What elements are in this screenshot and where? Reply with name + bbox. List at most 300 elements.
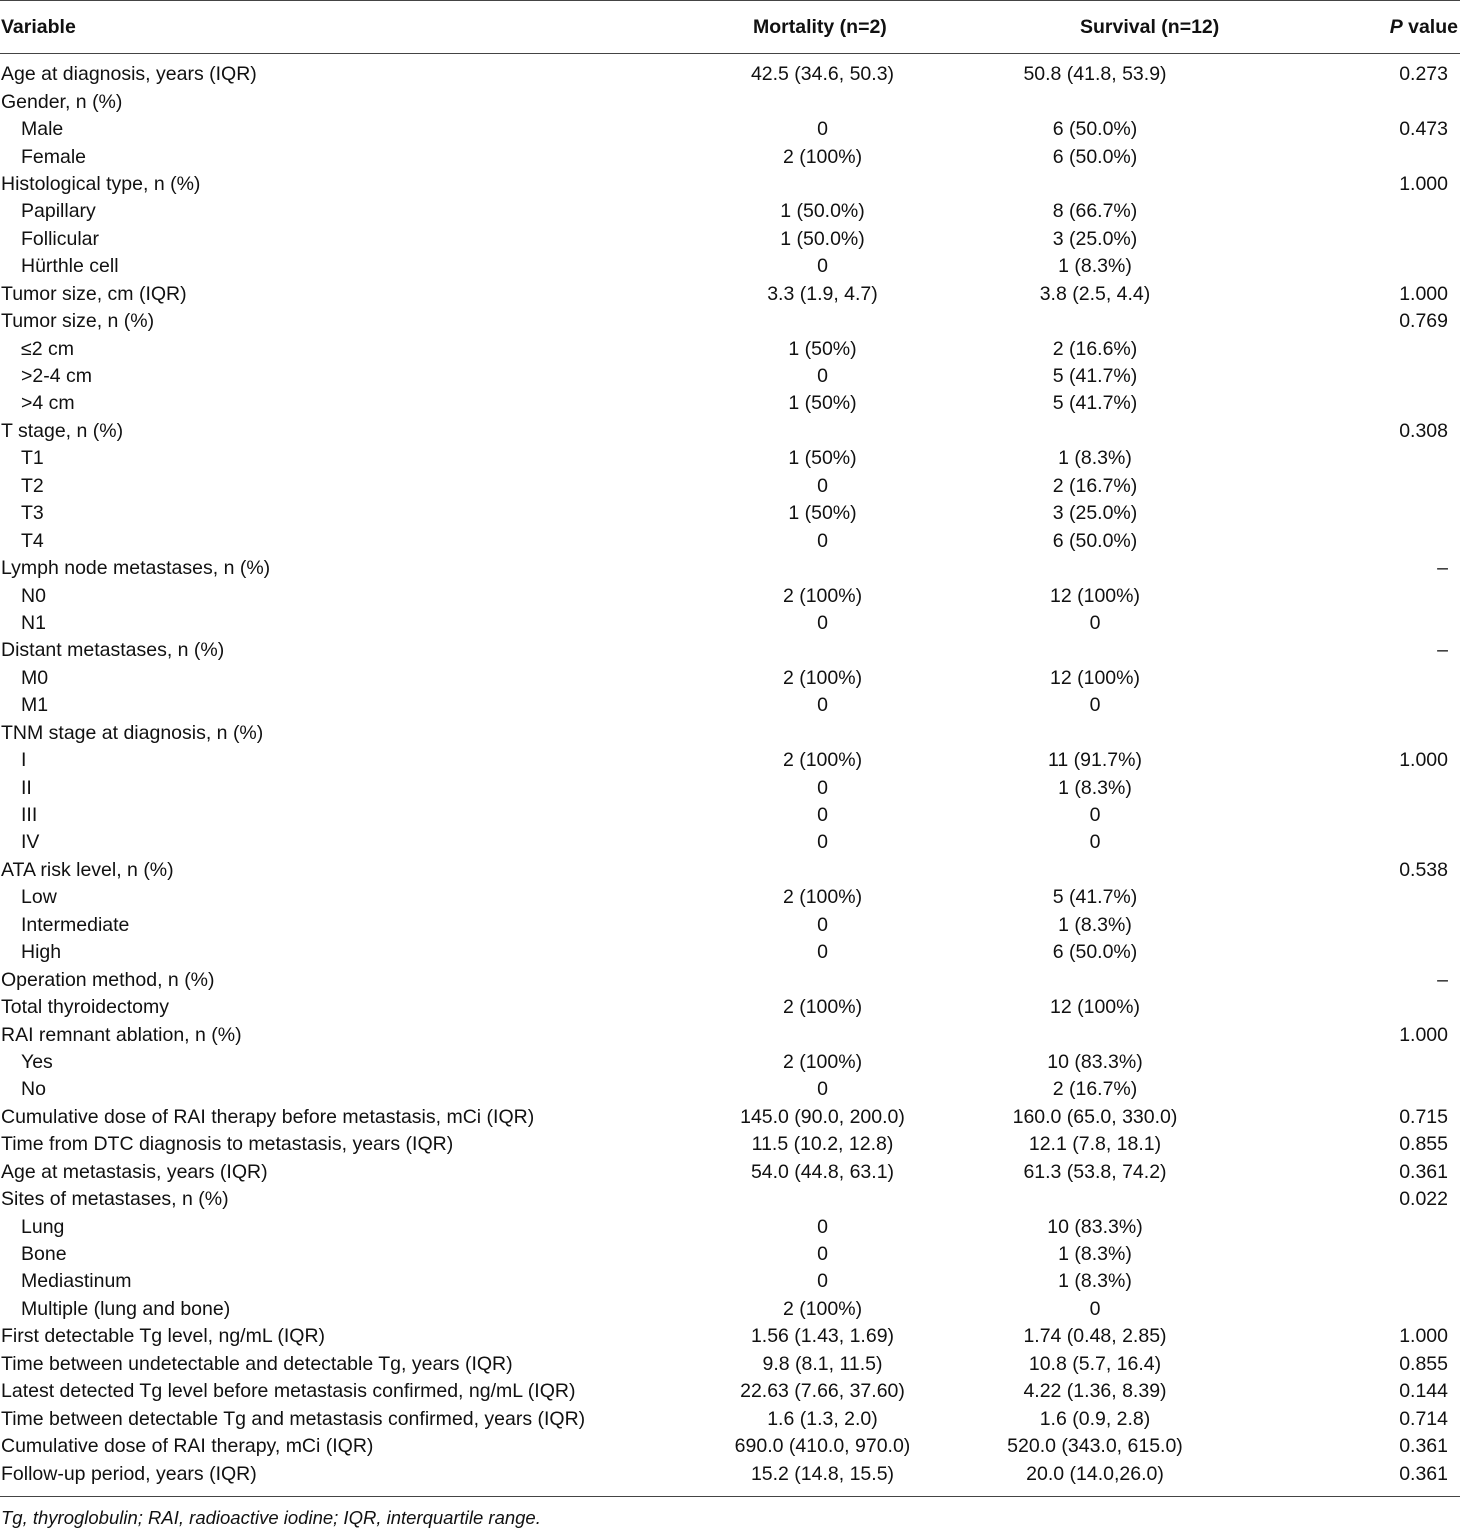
cell-survival bbox=[945, 665, 1355, 692]
cell-mortality bbox=[700, 1213, 945, 1240]
table-row bbox=[0, 939, 1460, 966]
cell-survival-value: 6 (50.0%) bbox=[1052, 529, 1138, 552]
cell-survival bbox=[945, 1351, 1355, 1378]
cell-survival-value: 6 (50.0%) bbox=[1052, 118, 1138, 141]
cell-variable: Lung bbox=[21, 1215, 65, 1238]
cell-mortality-value: 0 bbox=[817, 611, 828, 634]
cell-survival-value: 8 (66.7%) bbox=[1052, 200, 1138, 223]
table-row bbox=[0, 802, 1460, 829]
cell-survival-value: 10 (83.3%) bbox=[1047, 1215, 1143, 1238]
cell-mortality bbox=[700, 1460, 945, 1496]
cell-survival-value: 3 (25.0%) bbox=[1052, 502, 1138, 525]
cell-p-value: – bbox=[1437, 557, 1448, 580]
cell-variable: Cumulative dose of RAI therapy before metastasis, mCi (IQR) bbox=[1, 1105, 535, 1128]
header-p-value bbox=[1355, 1, 1460, 54]
cell-p-value bbox=[1355, 610, 1460, 637]
cell-p-value bbox=[1355, 1076, 1460, 1103]
cell-p-value bbox=[1355, 226, 1460, 253]
cell-survival-value: 12.1 (7.8, 18.1) bbox=[1028, 1133, 1162, 1156]
cell-survival-value: 11 (91.7%) bbox=[1048, 749, 1142, 772]
cell-mortality-value: 1 (50.0%) bbox=[780, 200, 865, 223]
cell-variable: Distant metastases, n (%) bbox=[1, 639, 225, 662]
cell-mortality-value: 145.0 (90.0, 200.0) bbox=[740, 1105, 905, 1128]
cell-mortality-value: 11.5 (10.2, 12.8) bbox=[751, 1133, 894, 1156]
table-footnote: Tg, thyroglobulin; RAI, radioactive iodine; IQR, interquartile range. bbox=[1, 1506, 541, 1528]
cell-survival-value: 1 (8.3%) bbox=[1058, 447, 1132, 470]
table-header bbox=[0, 1, 1460, 54]
cell-variable: III bbox=[21, 804, 38, 827]
cell-mortality bbox=[700, 116, 945, 143]
cell-variable: T1 bbox=[21, 447, 44, 470]
table-row bbox=[0, 665, 1460, 692]
cell-survival bbox=[945, 1405, 1355, 1432]
cell-survival-value: 1 (8.3%) bbox=[1058, 913, 1132, 936]
table-body bbox=[0, 54, 1460, 1497]
cell-mortality bbox=[700, 1351, 945, 1378]
cell-survival-value: 0 bbox=[1089, 1297, 1101, 1320]
cell-variable: Histological type, n (%) bbox=[1, 172, 201, 195]
table-row bbox=[0, 747, 1460, 774]
table-row bbox=[0, 1378, 1460, 1405]
cell-survival bbox=[945, 1186, 1355, 1213]
table-row bbox=[0, 774, 1460, 801]
cell-mortality-value: 2 (100%) bbox=[782, 666, 863, 689]
table-row bbox=[0, 912, 1460, 939]
cell-mortality bbox=[700, 857, 945, 884]
cell-mortality bbox=[700, 1405, 945, 1432]
header-variable: Variable bbox=[0, 1, 700, 54]
cell-variable: Low bbox=[21, 886, 57, 909]
table-row bbox=[0, 829, 1460, 856]
cell-mortality bbox=[700, 445, 945, 472]
table-row bbox=[0, 1131, 1460, 1158]
table-row bbox=[0, 171, 1460, 198]
cell-survival-value: 20.0 (14.0,26.0) bbox=[1026, 1462, 1164, 1485]
cell-variable: M1 bbox=[21, 694, 49, 717]
cell-variable: II bbox=[21, 776, 32, 799]
cell-survival-value: 4.22 (1.36, 8.39) bbox=[1023, 1380, 1167, 1403]
cell-mortality bbox=[700, 994, 945, 1021]
cell-mortality bbox=[700, 829, 945, 856]
cell-p-value: 0.538 bbox=[1399, 858, 1448, 881]
cell-p-value bbox=[1355, 1296, 1460, 1323]
table-row bbox=[0, 857, 1460, 884]
cell-mortality bbox=[700, 582, 945, 609]
table-row bbox=[0, 1241, 1460, 1268]
cell-survival bbox=[945, 143, 1355, 170]
cell-mortality bbox=[700, 884, 945, 911]
cell-p-value: 0.855 bbox=[1399, 1133, 1448, 1156]
cell-survival-value: 3.8 (2.5, 4.4) bbox=[1039, 282, 1151, 305]
cell-mortality bbox=[700, 500, 945, 527]
cell-mortality bbox=[700, 1378, 945, 1405]
cell-p-value bbox=[1355, 1213, 1460, 1240]
cell-mortality-value: 2 (100%) bbox=[782, 996, 863, 1019]
cell-variable: T3 bbox=[21, 502, 44, 525]
cell-mortality bbox=[700, 363, 945, 390]
cell-survival-value: 5 (41.7%) bbox=[1052, 365, 1138, 388]
table-row bbox=[0, 720, 1460, 747]
cell-mortality bbox=[700, 1049, 945, 1076]
header-p-rest: value bbox=[1402, 15, 1458, 38]
table-row bbox=[0, 1186, 1460, 1213]
cell-mortality bbox=[700, 418, 945, 445]
cell-mortality bbox=[700, 774, 945, 801]
cell-survival bbox=[945, 1131, 1355, 1158]
cell-mortality bbox=[700, 198, 945, 225]
cell-mortality-value: 1.56 (1.43, 1.69) bbox=[750, 1325, 895, 1348]
cell-mortality-value: 0 bbox=[817, 941, 828, 964]
table-row bbox=[0, 884, 1460, 911]
cell-survival bbox=[945, 1268, 1355, 1295]
cell-variable: T4 bbox=[21, 529, 44, 552]
cell-survival-value: 61.3 (53.8, 74.2) bbox=[1023, 1160, 1167, 1183]
cell-variable: T2 bbox=[21, 474, 44, 497]
cell-variable: High bbox=[21, 941, 62, 964]
cell-survival bbox=[945, 884, 1355, 911]
table-row bbox=[0, 1021, 1460, 1048]
cell-mortality-value: 54.0 (44.8, 63.1) bbox=[750, 1160, 895, 1183]
cell-mortality-value: 690.0 (410.0, 970.0) bbox=[734, 1435, 911, 1458]
cell-mortality-value: 0 bbox=[817, 1078, 828, 1101]
cell-mortality-value: 1 (50.0%) bbox=[780, 227, 865, 250]
cell-survival-value: 3 (25.0%) bbox=[1052, 227, 1138, 250]
cell-mortality-value: 2 (100%) bbox=[782, 1297, 863, 1320]
cell-variable: First detectable Tg level, ng/mL (IQR) bbox=[1, 1325, 326, 1348]
cell-variable: Hürthle cell bbox=[21, 255, 119, 278]
cell-survival bbox=[945, 1460, 1355, 1496]
cell-survival bbox=[945, 802, 1355, 829]
cell-mortality bbox=[700, 226, 945, 253]
cell-p-value: 1.000 bbox=[1399, 172, 1448, 195]
cell-survival bbox=[945, 1159, 1355, 1186]
table-row bbox=[0, 226, 1460, 253]
table-row bbox=[0, 1213, 1460, 1240]
cell-p-value: 0.769 bbox=[1399, 310, 1448, 333]
cell-survival bbox=[945, 1433, 1355, 1460]
cell-p-value: 0.714 bbox=[1399, 1407, 1448, 1430]
cell-variable: Follicular bbox=[21, 227, 100, 250]
table-row bbox=[0, 1076, 1460, 1103]
cell-mortality-value: 1 (50%) bbox=[788, 337, 857, 360]
cell-survival bbox=[945, 857, 1355, 884]
cell-variable: Time from DTC diagnosis to metastasis, years (IQR) bbox=[1, 1133, 454, 1156]
cell-variable: Gender, n (%) bbox=[1, 90, 123, 113]
cell-p-value bbox=[1355, 1049, 1460, 1076]
table-row bbox=[0, 500, 1460, 527]
cell-variable: Age at diagnosis, years (IQR) bbox=[1, 63, 257, 86]
cell-survival bbox=[945, 226, 1355, 253]
cell-variable: N0 bbox=[21, 584, 46, 607]
cell-variable: Male bbox=[21, 118, 64, 141]
cell-mortality bbox=[700, 966, 945, 993]
cell-survival-value: 5 (41.7%) bbox=[1052, 392, 1138, 415]
cell-variable: Age at metastasis, years (IQR) bbox=[1, 1160, 268, 1183]
cell-survival bbox=[945, 1296, 1355, 1323]
cell-mortality bbox=[700, 1021, 945, 1048]
cell-survival-value: 2 (16.6%) bbox=[1052, 337, 1138, 360]
cell-survival bbox=[945, 1241, 1355, 1268]
table-row bbox=[0, 966, 1460, 993]
cell-mortality bbox=[700, 665, 945, 692]
cell-p-value bbox=[1355, 198, 1460, 225]
cell-survival-value: 5 (41.7%) bbox=[1052, 886, 1138, 909]
cell-mortality-value: 0 bbox=[817, 831, 828, 854]
cell-survival bbox=[945, 253, 1355, 280]
cell-p-value: 0.361 bbox=[1399, 1435, 1448, 1458]
cell-survival-value: 12 (100%) bbox=[1050, 666, 1140, 689]
cell-p-value bbox=[1355, 88, 1460, 115]
cell-mortality-value: 0 bbox=[817, 365, 828, 388]
cell-p-value: 0.715 bbox=[1399, 1105, 1448, 1128]
cell-variable: Cumulative dose of RAI therapy, mCi (IQR) bbox=[1, 1435, 374, 1458]
cell-mortality bbox=[700, 939, 945, 966]
cell-survival bbox=[945, 1076, 1355, 1103]
cell-variable: Mediastinum bbox=[21, 1270, 132, 1293]
cell-variable: Time between detectable Tg and metastasis confirmed, years (IQR) bbox=[1, 1407, 586, 1430]
cell-survival-value: 50.8 (41.8, 53.9) bbox=[1023, 63, 1167, 86]
cell-survival bbox=[945, 308, 1355, 335]
cell-p-value bbox=[1355, 692, 1460, 719]
cell-survival bbox=[945, 1323, 1355, 1350]
table-row bbox=[0, 335, 1460, 362]
cell-p-value bbox=[1355, 884, 1460, 911]
cell-variable: >4 cm bbox=[21, 392, 75, 415]
cell-mortality bbox=[700, 171, 945, 198]
cell-p-value bbox=[1355, 939, 1460, 966]
cell-mortality bbox=[700, 555, 945, 582]
cell-mortality bbox=[700, 54, 945, 89]
cell-variable: Female bbox=[21, 145, 87, 168]
table-row bbox=[0, 1049, 1460, 1076]
cell-mortality-value: 15.2 (14.8, 15.5) bbox=[750, 1462, 895, 1485]
cell-mortality-value: 0 bbox=[817, 118, 828, 141]
cell-variable: Papillary bbox=[21, 200, 96, 223]
cell-mortality-value: 0 bbox=[817, 1243, 828, 1266]
cell-survival-value: 0 bbox=[1089, 611, 1101, 634]
cell-variable: Total thyroidectomy bbox=[1, 996, 169, 1019]
cell-mortality bbox=[700, 281, 945, 308]
cell-survival bbox=[945, 1021, 1355, 1048]
cell-survival-value: 1 (8.3%) bbox=[1058, 1243, 1132, 1266]
cell-mortality bbox=[700, 1076, 945, 1103]
cell-mortality-value: 2 (100%) bbox=[782, 145, 863, 168]
table-row bbox=[0, 445, 1460, 472]
cell-p-value: 0.022 bbox=[1399, 1188, 1448, 1211]
table-row bbox=[0, 390, 1460, 417]
cell-p-value: 1.000 bbox=[1399, 1023, 1448, 1046]
cell-mortality-value: 0 bbox=[817, 529, 828, 552]
cell-survival-value: 2 (16.7%) bbox=[1052, 1078, 1138, 1101]
cell-survival bbox=[945, 1378, 1355, 1405]
table-row bbox=[0, 198, 1460, 225]
cell-p-value bbox=[1355, 527, 1460, 554]
cell-mortality bbox=[700, 1104, 945, 1131]
cell-p-value bbox=[1355, 390, 1460, 417]
cell-survival-value: 2 (16.7%) bbox=[1052, 474, 1138, 497]
cell-survival bbox=[945, 1104, 1355, 1131]
cell-variable: Bone bbox=[21, 1243, 67, 1266]
table-row bbox=[0, 582, 1460, 609]
cell-mortality-value: 2 (100%) bbox=[782, 584, 863, 607]
cell-survival-value: 6 (50.0%) bbox=[1052, 145, 1138, 168]
cell-p-value bbox=[1355, 1268, 1460, 1295]
cell-mortality-value: 2 (100%) bbox=[782, 1050, 863, 1073]
cell-variable: ATA risk level, n (%) bbox=[1, 858, 174, 881]
cell-p-value: 0.361 bbox=[1399, 1160, 1448, 1183]
table-row bbox=[0, 418, 1460, 445]
cell-mortality-value: 42.5 (34.6, 50.3) bbox=[750, 63, 895, 86]
cell-survival-value: 520.0 (343.0, 615.0) bbox=[1007, 1435, 1183, 1458]
cell-survival bbox=[945, 774, 1355, 801]
cell-p-value bbox=[1355, 1241, 1460, 1268]
cell-survival-value: 1 (8.3%) bbox=[1058, 776, 1132, 799]
cell-mortality-value: 0 bbox=[817, 776, 828, 799]
cell-variable: Latest detected Tg level before metastasis confirmed, ng/mL (IQR) bbox=[1, 1380, 576, 1403]
cell-variable: TNM stage at diagnosis, n (%) bbox=[1, 721, 264, 744]
cell-survival bbox=[945, 939, 1355, 966]
cell-survival bbox=[945, 198, 1355, 225]
cell-survival-value: 1.6 (0.9, 2.8) bbox=[1039, 1407, 1151, 1430]
cell-survival-value: 160.0 (65.0, 330.0) bbox=[1012, 1105, 1178, 1128]
cell-p-value bbox=[1355, 473, 1460, 500]
cell-survival-value: 12 (100%) bbox=[1050, 996, 1140, 1019]
cell-survival bbox=[945, 692, 1355, 719]
cell-mortality bbox=[700, 1241, 945, 1268]
cell-p-value bbox=[1355, 143, 1460, 170]
cell-mortality-value: 0 bbox=[817, 694, 828, 717]
cell-mortality bbox=[700, 1131, 945, 1158]
cell-p-value: 0.308 bbox=[1399, 419, 1448, 442]
cell-p-value bbox=[1355, 829, 1460, 856]
cell-p-value bbox=[1355, 994, 1460, 1021]
header-p-letter: P bbox=[1389, 15, 1403, 38]
table-row bbox=[0, 637, 1460, 664]
cell-mortality-value: 0 bbox=[817, 913, 828, 936]
table-row bbox=[0, 1460, 1460, 1496]
cell-variable: T stage, n (%) bbox=[1, 419, 124, 442]
cell-mortality-value: 0 bbox=[817, 804, 828, 827]
cell-mortality bbox=[700, 692, 945, 719]
cell-survival bbox=[945, 335, 1355, 362]
table-row bbox=[0, 1268, 1460, 1295]
cell-survival bbox=[945, 171, 1355, 198]
cell-mortality bbox=[700, 1323, 945, 1350]
table-row bbox=[0, 1351, 1460, 1378]
cell-variable: I bbox=[21, 749, 27, 772]
cell-mortality bbox=[700, 637, 945, 664]
cell-p-value bbox=[1355, 363, 1460, 390]
cell-mortality bbox=[700, 1296, 945, 1323]
cell-p-value bbox=[1355, 582, 1460, 609]
cell-variable: Tumor size, cm (IQR) bbox=[1, 282, 187, 305]
cell-survival bbox=[945, 363, 1355, 390]
cell-mortality bbox=[700, 747, 945, 774]
cell-mortality bbox=[700, 88, 945, 115]
cell-survival bbox=[945, 610, 1355, 637]
cell-p-value: 1.000 bbox=[1399, 1325, 1448, 1348]
cell-mortality bbox=[700, 1186, 945, 1213]
cell-mortality-value: 3.3 (1.9, 4.7) bbox=[767, 282, 878, 305]
cell-p-value bbox=[1355, 912, 1460, 939]
cell-mortality bbox=[700, 610, 945, 637]
cell-p-value bbox=[1355, 774, 1460, 801]
cell-survival-value: 0 bbox=[1089, 831, 1101, 854]
cell-variable: Intermediate bbox=[21, 913, 130, 936]
table-row bbox=[0, 555, 1460, 582]
cell-mortality-value: 0 bbox=[817, 255, 828, 278]
cell-mortality bbox=[700, 390, 945, 417]
cell-variable: N1 bbox=[21, 611, 46, 634]
cell-survival bbox=[945, 527, 1355, 554]
cell-mortality-value: 0 bbox=[817, 1270, 828, 1293]
cell-p-value bbox=[1355, 500, 1460, 527]
table-row bbox=[0, 1159, 1460, 1186]
cell-variable: Follow-up period, years (IQR) bbox=[0, 1460, 700, 1496]
cell-p-value bbox=[1355, 665, 1460, 692]
cell-mortality-value: 9.8 (8.1, 11.5) bbox=[762, 1352, 883, 1375]
table-row bbox=[0, 1433, 1460, 1460]
cell-mortality-value: 1 (50%) bbox=[788, 392, 857, 415]
cell-survival bbox=[945, 747, 1355, 774]
cell-survival bbox=[945, 637, 1355, 664]
cell-survival-value: 0 bbox=[1089, 804, 1101, 827]
cell-p-value: – bbox=[1437, 968, 1448, 991]
table-row bbox=[0, 88, 1460, 115]
cell-survival-value: 1 (8.3%) bbox=[1058, 1270, 1132, 1293]
cell-survival bbox=[945, 966, 1355, 993]
cell-variable: Sites of metastases, n (%) bbox=[1, 1188, 229, 1211]
cell-variable: RAI remnant ablation, n (%) bbox=[1, 1023, 242, 1046]
cell-variable: Tumor size, n (%) bbox=[1, 310, 155, 333]
cell-p-value: – bbox=[1437, 639, 1448, 662]
cell-mortality bbox=[700, 1433, 945, 1460]
cell-variable: IV bbox=[21, 831, 40, 854]
cell-mortality-value: 1.6 (1.3, 2.0) bbox=[767, 1407, 878, 1430]
cell-variable: Operation method, n (%) bbox=[1, 968, 215, 991]
cell-variable: Lymph node metastases, n (%) bbox=[1, 557, 271, 580]
cell-p-value: 0.273 bbox=[1399, 63, 1448, 86]
cell-variable: M0 bbox=[21, 666, 49, 689]
cell-survival bbox=[945, 281, 1355, 308]
table-row bbox=[0, 116, 1460, 143]
cell-mortality bbox=[700, 527, 945, 554]
cell-mortality-value: 2 (100%) bbox=[782, 886, 863, 909]
cell-survival bbox=[945, 720, 1355, 747]
table-row bbox=[0, 1296, 1460, 1323]
cell-p-value bbox=[1355, 720, 1460, 747]
table-row bbox=[0, 143, 1460, 170]
cell-mortality bbox=[700, 912, 945, 939]
cell-mortality bbox=[700, 720, 945, 747]
cell-survival bbox=[945, 912, 1355, 939]
cell-variable: >2-4 cm bbox=[21, 365, 92, 388]
cell-survival-value: 10 (83.3%) bbox=[1047, 1050, 1143, 1073]
cell-p-value: 0.855 bbox=[1399, 1352, 1448, 1375]
table-row bbox=[0, 1405, 1460, 1432]
cell-mortality bbox=[700, 1268, 945, 1295]
cell-p-value bbox=[1355, 802, 1460, 829]
cell-survival bbox=[945, 418, 1355, 445]
cell-survival bbox=[945, 116, 1355, 143]
header-mortality: Mortality (n=2) bbox=[700, 1, 945, 54]
cell-survival bbox=[945, 1213, 1355, 1240]
cell-p-value: 1.000 bbox=[1399, 282, 1448, 305]
cell-mortality-value: 2 (100%) bbox=[782, 749, 863, 772]
cell-survival bbox=[945, 500, 1355, 527]
table-row bbox=[0, 1323, 1460, 1350]
cell-mortality-value: 1 (50%) bbox=[788, 447, 857, 470]
